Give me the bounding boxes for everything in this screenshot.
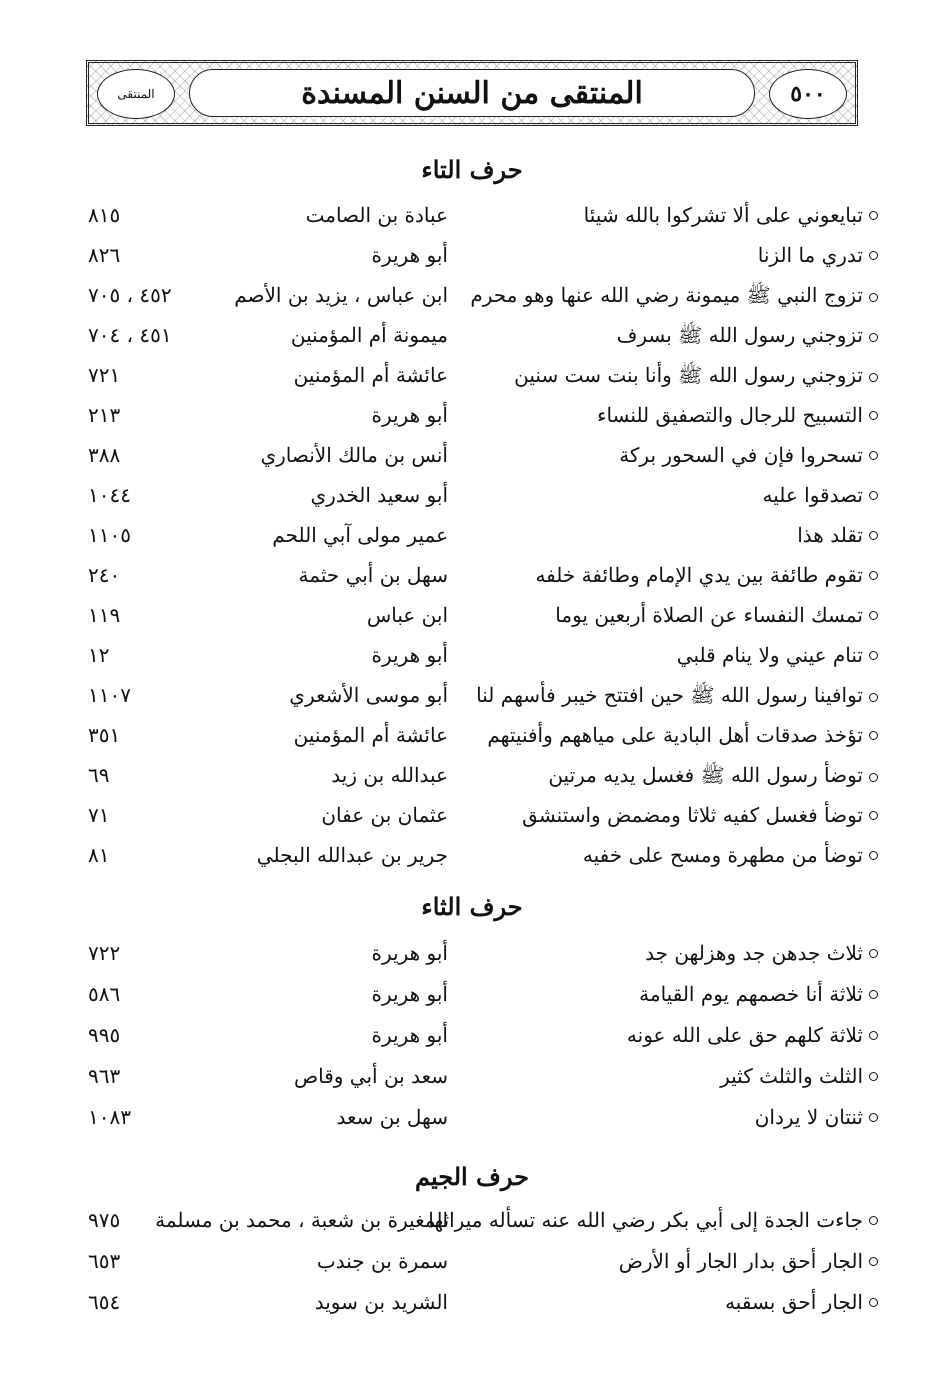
list-item [0, 683, 944, 723]
hadith-text: توضأ رسول الله ﷺ فغسل يديه مرتين [548, 763, 878, 792]
hadith-number: ١١٠٥ [88, 523, 131, 547]
hadith-number: ٢١٣ [88, 403, 121, 427]
page-header [86, 60, 858, 126]
circle-bullet-icon [869, 451, 878, 460]
hadith-text: تنام عيني ولا ينام قلبي [677, 643, 878, 667]
list-item [0, 483, 944, 523]
circle-bullet-icon [869, 491, 878, 500]
narrator: عبدالله بن زيد [331, 763, 448, 787]
list-item [0, 1064, 944, 1104]
circle-bullet-icon [869, 990, 878, 999]
book-title: المنتقى من السنن المسندة [301, 75, 643, 111]
book-logo [97, 69, 175, 119]
narrator: أبو سعيد الخدري [310, 483, 448, 507]
narrator: أبو هريرة [371, 941, 448, 965]
narrator: سعد بن أبي وقاص [293, 1064, 448, 1088]
narrator: أبو هريرة [371, 1023, 448, 1047]
section-heading-jim: حرف الجيم [415, 1162, 529, 1191]
narrator: عائشة أم المؤمنين [293, 363, 448, 387]
narrator: سهل بن أبي حثمة [298, 563, 448, 587]
hadith-text: الجار أحق بدار الجار أو الأرض [619, 1249, 878, 1273]
list-item [0, 643, 944, 683]
header-title-frame [189, 69, 755, 117]
list-item [0, 563, 944, 603]
circle-bullet-icon [869, 1113, 878, 1122]
hadith-text: ثلاثة أنا خصمهم يوم القيامة [639, 982, 878, 1006]
list-item [0, 403, 944, 443]
list-item [0, 843, 944, 883]
hadith-number: ٩٦٣ [88, 1064, 121, 1088]
narrator: المغيرة بن شعبة ، محمد بن مسلمة [155, 1208, 448, 1232]
narrator: أنس بن مالك الأنصاري [260, 443, 448, 467]
hadith-text: تزوجني رسول الله ﷺ بسرف [617, 323, 878, 352]
hadith-number: ٦٥٣ [88, 1249, 121, 1273]
circle-bullet-icon [869, 811, 878, 820]
hadith-number: ٣٨٨ [88, 443, 121, 467]
hadith-number: ٩٧٥ [88, 1208, 121, 1232]
list-item [0, 243, 944, 283]
circle-bullet-icon [869, 1031, 878, 1040]
circle-bullet-icon [869, 773, 878, 782]
circle-bullet-icon [869, 373, 878, 382]
logo-text: المنتقى [117, 87, 155, 101]
list-item [0, 941, 944, 981]
list-item [0, 982, 944, 1022]
circle-bullet-icon [869, 411, 878, 420]
hadith-number: ٧١ [88, 803, 110, 827]
hadith-number: ١١٩ [88, 603, 121, 627]
hadith-text: توضأ من مطهرة ومسح على خفيه [583, 843, 878, 867]
circle-bullet-icon [869, 651, 878, 660]
section-heading-tha: حرف الثاء [421, 892, 523, 921]
hadith-text: التسبيح للرجال والتصفيق للنساء [597, 403, 878, 427]
hadith-number: ١٠٤٤ [88, 483, 131, 507]
list-item [0, 443, 944, 483]
narrator: عثمان بن عفان [321, 803, 448, 827]
hadith-number: ١١٠٧ [88, 683, 131, 707]
list-item [0, 1208, 944, 1248]
hadith-number: ٥٨٦ [88, 982, 121, 1006]
hadith-text: تزوج النبي ﷺ ميمونة رضي الله عنها وهو محرم [470, 283, 878, 312]
narrator: ابن عباس [366, 603, 448, 627]
section-heading-ta: حرف التاء [421, 155, 523, 184]
narrator: سهل بن سعد [336, 1105, 448, 1129]
list-item [0, 1249, 944, 1289]
hadith-number: ٤٥٢ ، ٧٠٥ [88, 283, 172, 307]
circle-bullet-icon [869, 211, 878, 220]
hadith-text: ثنتان لا يردان [755, 1105, 878, 1129]
hadith-text: تبايعوني على ألا تشركوا بالله شيئا [584, 203, 878, 227]
list-item [0, 523, 944, 563]
hadith-text: توافينا رسول الله ﷺ حين افتتح خيبر فأسهم لنا [476, 683, 878, 712]
hadith-number: ٤٥١ ، ٧٠٤ [88, 323, 172, 347]
hadith-number: ٧٢١ [88, 363, 121, 387]
narrator: جرير بن عبدالله البجلي [256, 843, 448, 867]
list-item [0, 203, 944, 243]
list-item [0, 723, 944, 763]
hadith-text: جاءت الجدة إلى أبي بكر رضي الله عنه تسأله ميراثها [428, 1208, 878, 1232]
narrator: سمرة بن جندب [316, 1249, 448, 1273]
circle-bullet-icon [869, 251, 878, 260]
circle-bullet-icon [869, 293, 878, 302]
hadith-number: ٢٤٠ [88, 563, 121, 587]
hadith-number: ٨١ [88, 843, 110, 867]
narrator: أبو هريرة [371, 403, 448, 427]
list-item [0, 323, 944, 363]
circle-bullet-icon [869, 1257, 878, 1266]
hadith-text: الثلث والثلث كثير [720, 1064, 878, 1088]
narrator: عائشة أم المؤمنين [293, 723, 448, 747]
hadith-number: ١٠٨٣ [88, 1105, 131, 1129]
circle-bullet-icon [869, 333, 878, 342]
circle-bullet-icon [869, 731, 878, 740]
narrator: عمير مولى آبي اللحم [272, 523, 448, 547]
hadith-text: ثلاثة كلهم حق على الله عونه [627, 1023, 878, 1047]
narrator: أبو هريرة [371, 243, 448, 267]
circle-bullet-icon [869, 949, 878, 958]
circle-bullet-icon [869, 611, 878, 620]
hadith-number: ٣٥١ [88, 723, 121, 747]
hadith-text: الجار أحق بسقبه [725, 1290, 878, 1314]
hadith-number: ٨١٥ [88, 203, 121, 227]
hadith-text: توضأ فغسل كفيه ثلاثا ومضمض واستنشق [522, 803, 878, 827]
hadith-text: تصدقوا عليه [762, 483, 878, 507]
hadith-text: ثلاث جدهن جد وهزلهن جد [645, 941, 878, 965]
page-number: ٥٠٠ [790, 81, 826, 107]
circle-bullet-icon [869, 693, 878, 702]
hadith-number: ١٢ [88, 643, 110, 667]
hadith-text: تؤخذ صدقات أهل البادية على مياههم وأفنيتهم [487, 723, 878, 747]
circle-bullet-icon [869, 851, 878, 860]
circle-bullet-icon [869, 571, 878, 580]
list-item [0, 1105, 944, 1145]
hadith-text: تمسك النفساء عن الصلاة أربعين يوما [555, 603, 878, 627]
list-item [0, 803, 944, 843]
circle-bullet-icon [869, 1216, 878, 1225]
hadith-number: ٦٩ [88, 763, 110, 787]
hadith-number: ٨٢٦ [88, 243, 121, 267]
list-item [0, 1290, 944, 1330]
narrator: أبو هريرة [371, 643, 448, 667]
narrator: أبو موسى الأشعري [289, 683, 448, 707]
list-item [0, 283, 944, 323]
hadith-number: ٦٥٤ [88, 1290, 121, 1314]
circle-bullet-icon [869, 531, 878, 540]
hadith-number: ٩٩٥ [88, 1023, 121, 1047]
list-item [0, 763, 944, 803]
page-number-frame [769, 69, 847, 119]
list-item [0, 1023, 944, 1063]
narrator: عبادة بن الصامت [305, 203, 448, 227]
hadith-text: تسحروا فإن في السحور بركة [619, 443, 878, 467]
hadith-text: تدري ما الزنا [758, 243, 878, 267]
hadith-number: ٧٢٢ [88, 941, 121, 965]
hadith-text: تزوجني رسول الله ﷺ وأنا بنت ست سنين [514, 363, 878, 392]
circle-bullet-icon [869, 1298, 878, 1307]
narrator: ميمونة أم المؤمنين [290, 323, 448, 347]
narrator: الشريد بن سويد [314, 1290, 448, 1314]
circle-bullet-icon [869, 1072, 878, 1081]
list-item [0, 363, 944, 403]
hadith-text: تقوم طائفة بين يدي الإمام وطائفة خلفه [535, 563, 878, 587]
narrator: أبو هريرة [371, 982, 448, 1006]
narrator: ابن عباس ، يزيد بن الأصم [234, 283, 448, 307]
list-item [0, 603, 944, 643]
hadith-text: تقلد هذا [797, 523, 878, 547]
